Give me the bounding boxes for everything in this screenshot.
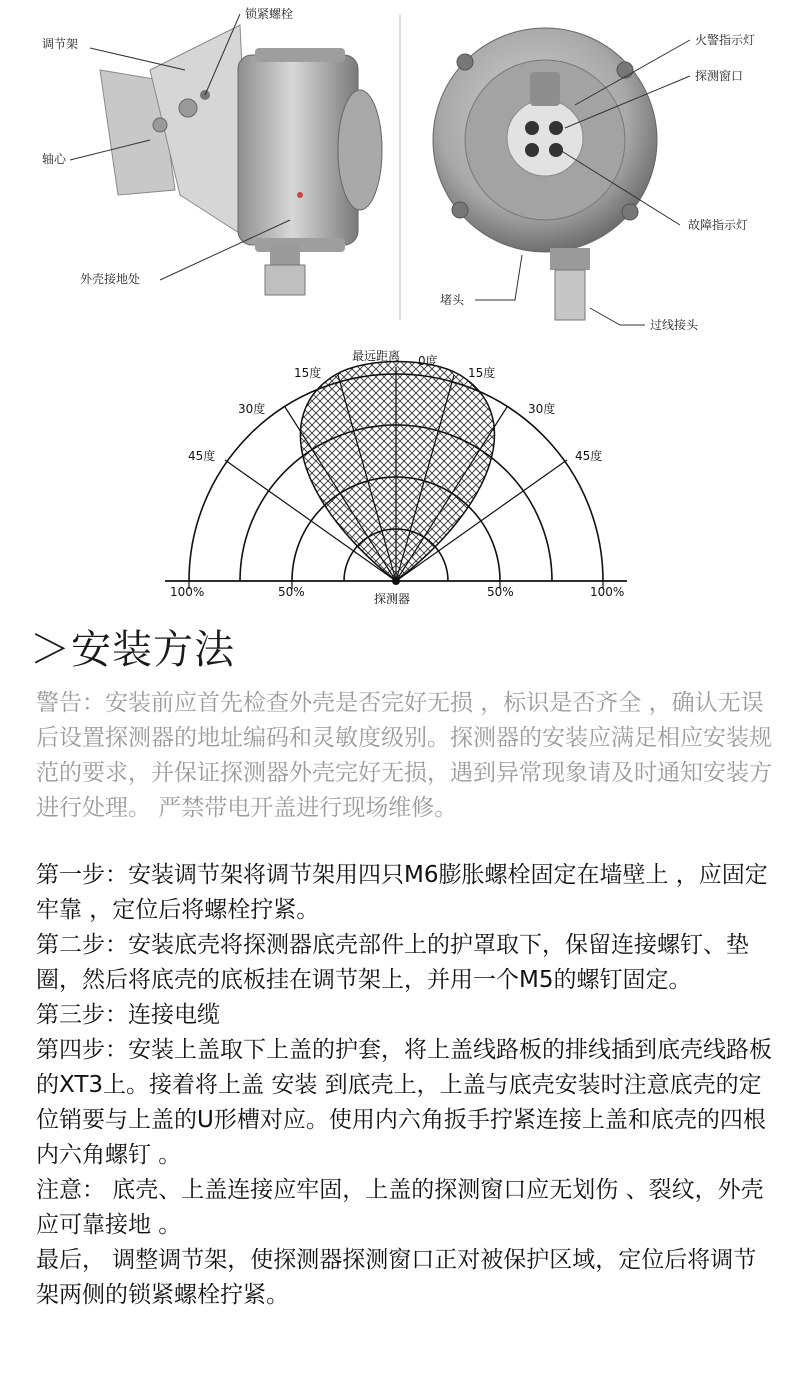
- scale-50-right: 50%: [487, 585, 514, 599]
- angle-15-left: 15度: [294, 366, 322, 380]
- scale-50-left: 50%: [278, 585, 305, 599]
- angle-45-left: 45度: [188, 449, 216, 463]
- step-2: 第二步：安装底壳将探测器底壳部件上的护罩取下，保留连接螺钉、垫圈，然后将底壳的底板挂在调节架上，并用一个M5的螺钉固定。: [36, 932, 749, 993]
- angle-rays: [225, 367, 567, 581]
- warning-text: [36, 686, 776, 826]
- product-photos: [0, 0, 800, 340]
- angle-15-right: 15度: [468, 366, 496, 380]
- label-window: 探测窗口: [695, 69, 744, 83]
- max-distance-label: 最远距离: [352, 349, 401, 363]
- scale-100-right: 100%: [590, 585, 625, 599]
- note: 注意： 底壳、上盖连接应牢固，上盖的探测窗口应无划伤 、裂纹，外壳应可靠接地 。: [36, 1177, 764, 1238]
- label-cable-joint: 过线接头: [650, 318, 699, 332]
- label-fire-light: 火警指示灯: [695, 33, 756, 47]
- scale-100-left: 100%: [170, 585, 205, 599]
- detector-label: 探测器: [374, 592, 411, 606]
- installation-steps: [36, 858, 776, 1313]
- step-3: 第三步：连接电缆: [36, 1002, 220, 1028]
- label-ground: 外壳接地处: [80, 272, 141, 286]
- angle-45-right: 45度: [575, 449, 603, 463]
- label-plug: 堵头: [440, 293, 465, 307]
- label-bracket: 调节架: [42, 37, 79, 51]
- step-1: 第一步：安装调节架将调节架用四只M6膨胀螺栓固定在墙壁上 ，应固定牢靠 ，定位后将螺栓拧紧。: [36, 862, 768, 923]
- angle-0: 0度: [418, 354, 438, 368]
- detector-front-view: [433, 28, 657, 320]
- detector-side-view: [100, 25, 382, 295]
- label-lock-bolt: 锁紧螺栓: [245, 7, 294, 21]
- label-axis: 轴心: [42, 152, 67, 166]
- angle-30-right: 30度: [528, 402, 556, 416]
- angle-30-left: 30度: [238, 402, 266, 416]
- section-title: ＞安装方法: [30, 627, 235, 673]
- final-step: 最后， 调整调节架，使探测器探测窗口正对被保护区域，定位后将调节架两侧的锁紧螺栓拧紧。: [36, 1247, 757, 1308]
- detector-point: [392, 577, 400, 585]
- step-4: 第四步：安装上盖取下上盖的护套，将上盖线路板的排线插到底壳线路板的XT3上。接着将上盖 安装 到底壳上，上盖与底壳安装时注意底壳的定位销要与上盖的U形槽对应。使用内六角扳手拧紧连接上盖和底壳的四根内六角螺钉 。: [36, 1037, 772, 1168]
- detection-range-diagram: [0, 345, 800, 615]
- warning-paragraph: 警告：安装前应首先检查外壳是否完好无损 ，标识是否齐全 ，确认无误后设置探测器的地址编码和灵敏度级别。探测器的安装应满足相应安装规范的要求，并保证探测器外壳完好无损，遇到异常现象请及时通知安装方进行处理。 严禁带电开盖进行现场维修。: [36, 690, 772, 821]
- label-fault-light: 故障指示灯: [688, 218, 749, 232]
